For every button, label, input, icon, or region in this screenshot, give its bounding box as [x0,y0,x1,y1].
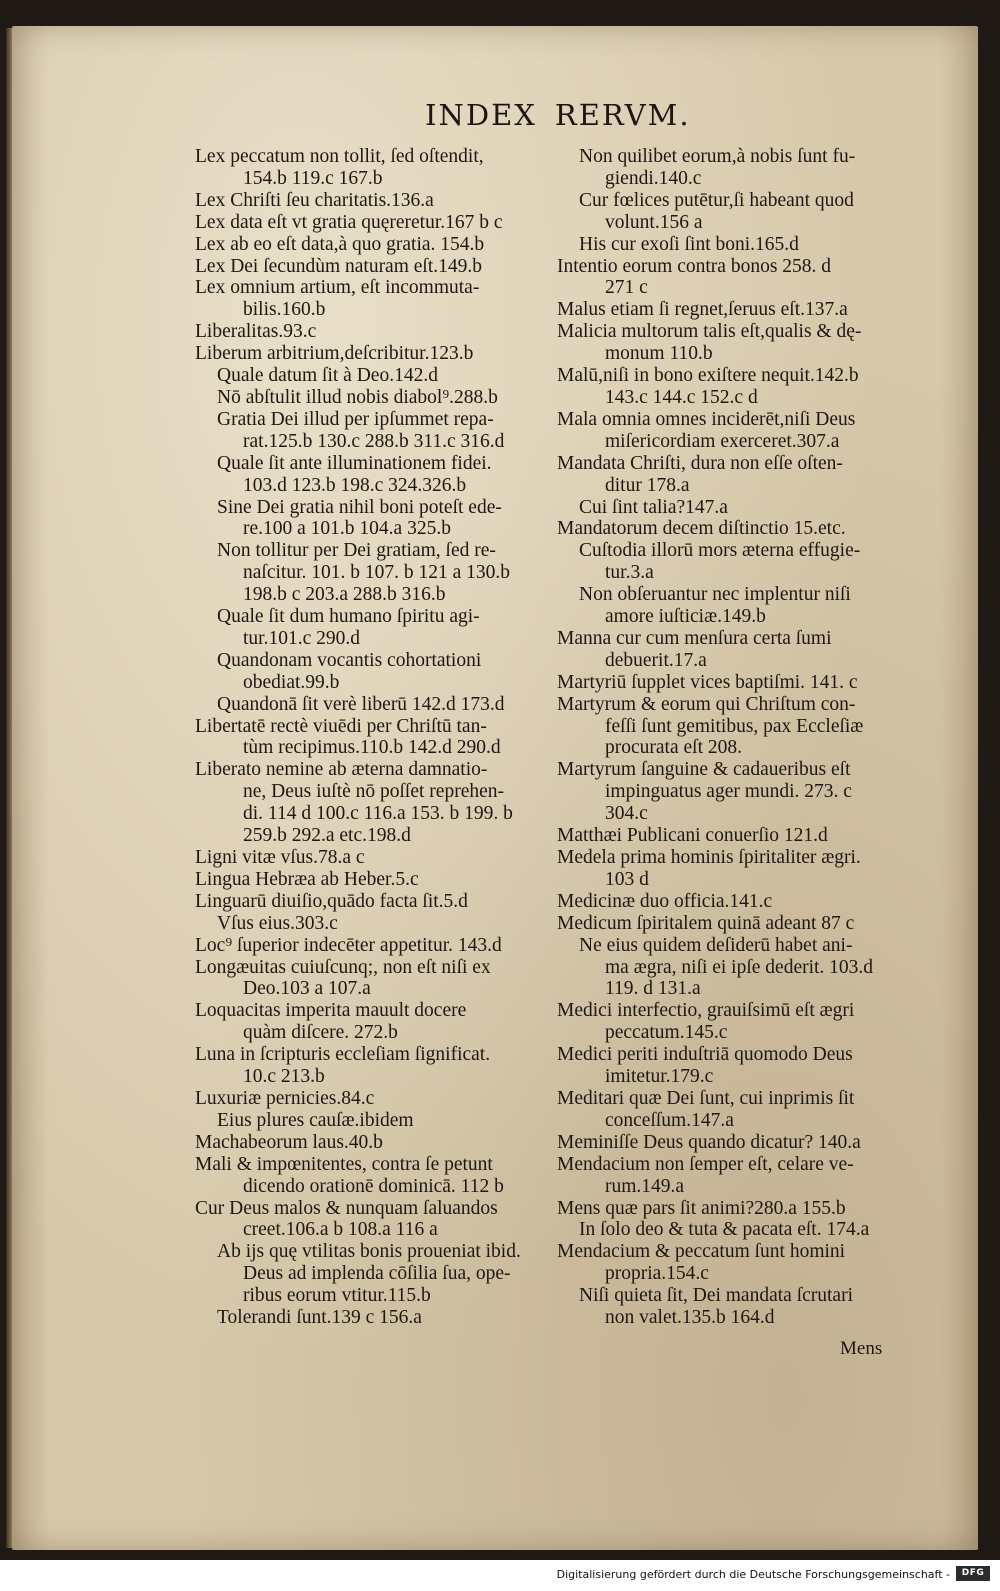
index-entry-line: In ſolo deo & tuta & pacata eſt. 174.a [579,1219,870,1241]
index-entry-line: Martyrum & eorum qui Chriſtum con- [557,693,856,715]
index-entry-line: Quandonam vocantis cohortationi [217,649,482,671]
index-entry-line: Lex Chriſti ſeu charitatis.136.a [195,189,434,211]
index-entry-line: 103 d [605,868,649,890]
index-entry-line: Gratia Dei illud per ipſummet repa- [217,408,494,430]
index-entry-line: giendi.140.c [605,167,702,189]
index-entry-line: Deo.103 a 107.a [243,978,371,1000]
index-entry-line: Mendacium & peccatum ſunt homini [557,1241,846,1263]
index-entry-line: Deus ad implenda cōſilia ſua, ope- [243,1263,511,1285]
index-entry-line: non valet.135.b 164.d [605,1307,775,1329]
index-entry-line: Lex omnium artium, eſt incommuta- [195,277,480,299]
index-entry-line: Luna in ſcripturis eccleſiam ſignificat. [195,1044,491,1066]
index-entry-line: 10.c 213.b [243,1066,325,1088]
index-entry-line: Longæuitas cuiuſcunq;, non eſt niſi ex [195,956,491,978]
index-entry-line: ditur 178.a [605,474,690,496]
index-entry-line: Meminiſſe Deus quando dicatur? 140.a [557,1131,861,1153]
index-entry-line: Martyrum ſanguine & cadaueribus eſt [557,759,851,781]
index-entry-line: Malū,niſi in bono exiſtere nequit.142.b [557,365,859,387]
index-entry-line: Liberalitas.93.c [195,321,317,343]
index-entry-line: rat.125.b 130.c 288.b 311.c 316.d [243,430,505,452]
index-entry-line: Libertatē rectè viuēdi per Chriſtū tan- [195,715,487,737]
index-entry-line: propria.154.c [605,1263,709,1285]
index-entry-line: tùm recipimus.110.b 142.d 290.d [243,737,501,759]
index-entry-line: 304.c [605,803,648,825]
index-entry-line: His cur exoſi ſint boni.165.d [579,233,799,255]
index-entry-line: Cui ſint talia?147.a [579,496,728,518]
index-entry-line: 198.b c 203.a 288.b 316.b [243,584,446,606]
index-entry-line: tur.101.c 290.d [243,627,360,649]
index-entry-line: peccatum.145.c [605,1022,728,1044]
index-entry-line: impinguatus ager mundi. 273. c [605,781,852,803]
index-entry-line: bilis.160.b [243,299,326,321]
index-entry-line: 271 c [605,277,648,299]
index-entry-line: tur.3.a [605,562,654,584]
index-entry-line: Lex peccatum non tollit, ſed oſtendit, [195,146,484,167]
index-entry-line: Medici interfectio, grauiſsimū eſt ægri [557,1000,855,1022]
index-entry-line: Quale ſit dum humano ſpiritu agi- [217,606,480,628]
index-entry-line: ribus eorum vtitur.115.b [243,1285,431,1307]
dfg-logo: DFG [956,1566,990,1581]
index-entry-line: ne, Deus iuſtè nō poſſet reprehen- [243,781,504,803]
index-entry-line: quàm diſcere. 272.b [243,1022,398,1044]
index-entry-line: 103.d 123.b 198.c 324.326.b [243,474,467,496]
index-entry-line: Non tollitur per Dei gratiam, ſed re- [217,540,496,562]
index-entry-line: Quale ſit ante illuminationem fidei. [217,452,492,474]
catchword: Mens [840,1338,883,1359]
index-column-right [557,146,897,1329]
index-entry-line: Cuſtodia illorū mors æterna effugie- [579,540,861,562]
index-entry-line: creet.106.a b 108.a 116 a [243,1219,438,1241]
index-entry-line: Nō abſtulit illud nobis diabol⁹.288.b [217,386,498,408]
index-entry-line: 143.c 144.c 152.c d [605,386,758,408]
index-entry-line: procurata eſt 208. [605,737,742,759]
index-entry-line: Medela prima hominis ſpiritaliter ægri. [557,847,861,868]
index-entry-line: di. 114 d 100.c 116.a 153. b 199. b [243,803,513,825]
index-entry-line: amore iuſticiæ.149.b [605,606,766,628]
index-entry-line: Martyriū ſupplet vices baptiſmi. 141. c [557,671,858,693]
index-entry-line: Medicinæ duo officia.141.c [557,890,773,912]
index-entry-line: Mala omnia omnes inciderēt,niſi Deus [557,408,856,430]
index-entry-line: Medicum ſpiritalem quinā adeant 87 c [557,912,855,934]
index-entry-line: monum 110.b [605,343,713,365]
index-entry-line: Manna cur cum menſura certa ſumi [557,627,832,649]
footer-credit: Digitalisierung gefördert durch die Deutsche Forschungsgemeinschaft - [556,1568,950,1581]
index-entry-line: Mendacium non ſemper eſt, celare ve- [557,1153,854,1175]
index-entry-line: Lingua Hebræa ab Heber.5.c [195,868,419,890]
index-entry-line: Mandatorum decem diſtinctio 15.etc. [557,518,846,540]
index-entry-line: Machabeorum laus.40.b [195,1131,383,1153]
footer-bar [0,1560,1000,1591]
index-entry-line: debuerit.17.a [605,649,707,671]
index-entry-line: Malicia multorum talis eſt,qualis & dę- [557,321,862,343]
index-entry-line: obediat.99.b [243,671,340,693]
index-entry-line: Eius plures cauſæ.ibidem [217,1109,414,1131]
index-entry-line: Liberato nemine ab æterna damnatio- [195,759,488,781]
index-entry-line: Non obſeruantur nec implentur niſi [579,584,851,606]
index-entry-line: ma ægra, niſi ei ipſe dederit. 103.d [605,956,874,978]
index-entry-line: Lex ab eo eſt data,à quo gratia. 154.b [195,233,485,255]
index-entry-line: re.100 a 101.b 104.a 325.b [243,518,451,540]
header-word-rerum: RERVM. [554,98,691,132]
index-entry-line: volunt.156 a [605,211,703,233]
index-entry-line: Matthæi Publicani conuerſio 121.d [557,825,828,847]
index-entry-line: rum.149.a [605,1175,685,1197]
index-entry-line: miſericordiam exerceret.307.a [605,430,840,452]
index-entry-line: Mandata Chriſti, dura non eſſe oſten- [557,452,843,474]
index-entry-line: imitetur.179.c [605,1066,714,1088]
index-entry-line: Cur Deus malos & nunquam ſaluandos [195,1197,498,1219]
index-entry-line: 154.b 119.c 167.b [243,167,383,189]
index-entry-line: Intentio eorum contra bonos 258. d [557,255,832,277]
index-entry-line: Quandonā ſit verè liberū 142.d 173.d [217,693,505,715]
index-entry-line: Niſi quieta ſit, Dei mandata ſcrutari [579,1285,853,1307]
index-entry-line: Cur fœlices putētur,ſi habeant quod [579,189,854,211]
index-entry-line: Medici periti induſtriā quomodo Deus [557,1044,853,1066]
index-column-left [195,146,535,1329]
running-header [425,98,709,132]
index-entry-line: Liberum arbitrium,deſcribitur.123.b [195,343,474,365]
index-entry-line: feſſi ſunt gemitibus, pax Eccleſiæ [605,715,864,737]
index-entry-line: Non quilibet eorum,à nobis ſunt fu- [579,146,856,167]
index-entry-line: 259.b 292.a etc.198.d [243,825,411,847]
index-entry-line: Mali & impœnitentes, contra ſe petunt [195,1153,493,1175]
header-word-index: INDEX [425,98,537,132]
index-entry-line: Lex data eſt vt gratia quęreretur.167 b c [195,211,503,233]
index-entry-line: Ab ijs quę vtilitas bonis proueniat ibid. [217,1241,521,1263]
index-entry-line: Loquacitas imperita mauult docere [195,1000,467,1022]
index-entry-line: Ne eius quidem deſiderū habet ani- [579,934,853,956]
index-entry-line: Quale datum ſit à Deo.142.d [217,365,438,387]
index-entry-line: Luxuriæ pernicies.84.c [195,1087,375,1109]
index-entry-line: Loc⁹ ſuperior indecēter appetitur. 143.d [195,934,502,956]
index-entry-line: dicendo orationē dominicā. 112 b [243,1175,504,1197]
index-entry-line: Tolerandi ſunt.139 c 156.a [217,1307,422,1329]
index-entry-line: Vſus eius.303.c [217,912,338,934]
index-entry-line: naſcitur. 101. b 107. b 121 a 130.b [243,562,511,584]
index-entry-line: Malus etiam ſi regnet,ſeruus eſt.137.a [557,299,848,321]
index-entry-line: 119. d 131.a [605,978,701,1000]
index-entry-line: Linguarū diuiſio,quādo facta ſit.5.d [195,890,468,912]
index-entry-line: Meditari quæ Dei ſunt, cui inprimis ſit [557,1087,855,1109]
index-entry-line: conceſſum.147.a [605,1109,734,1131]
index-entry-line: Sine Dei gratia nihil boni poteſt ede- [217,496,502,518]
index-entry-line: Mens quæ pars ſit animi?280.a 155.b [557,1197,846,1219]
index-entry-line: Lex Dei ſecundùm naturam eſt.149.b [195,255,482,277]
index-entry-line: Ligni vitæ vſus.78.a c [195,847,365,868]
